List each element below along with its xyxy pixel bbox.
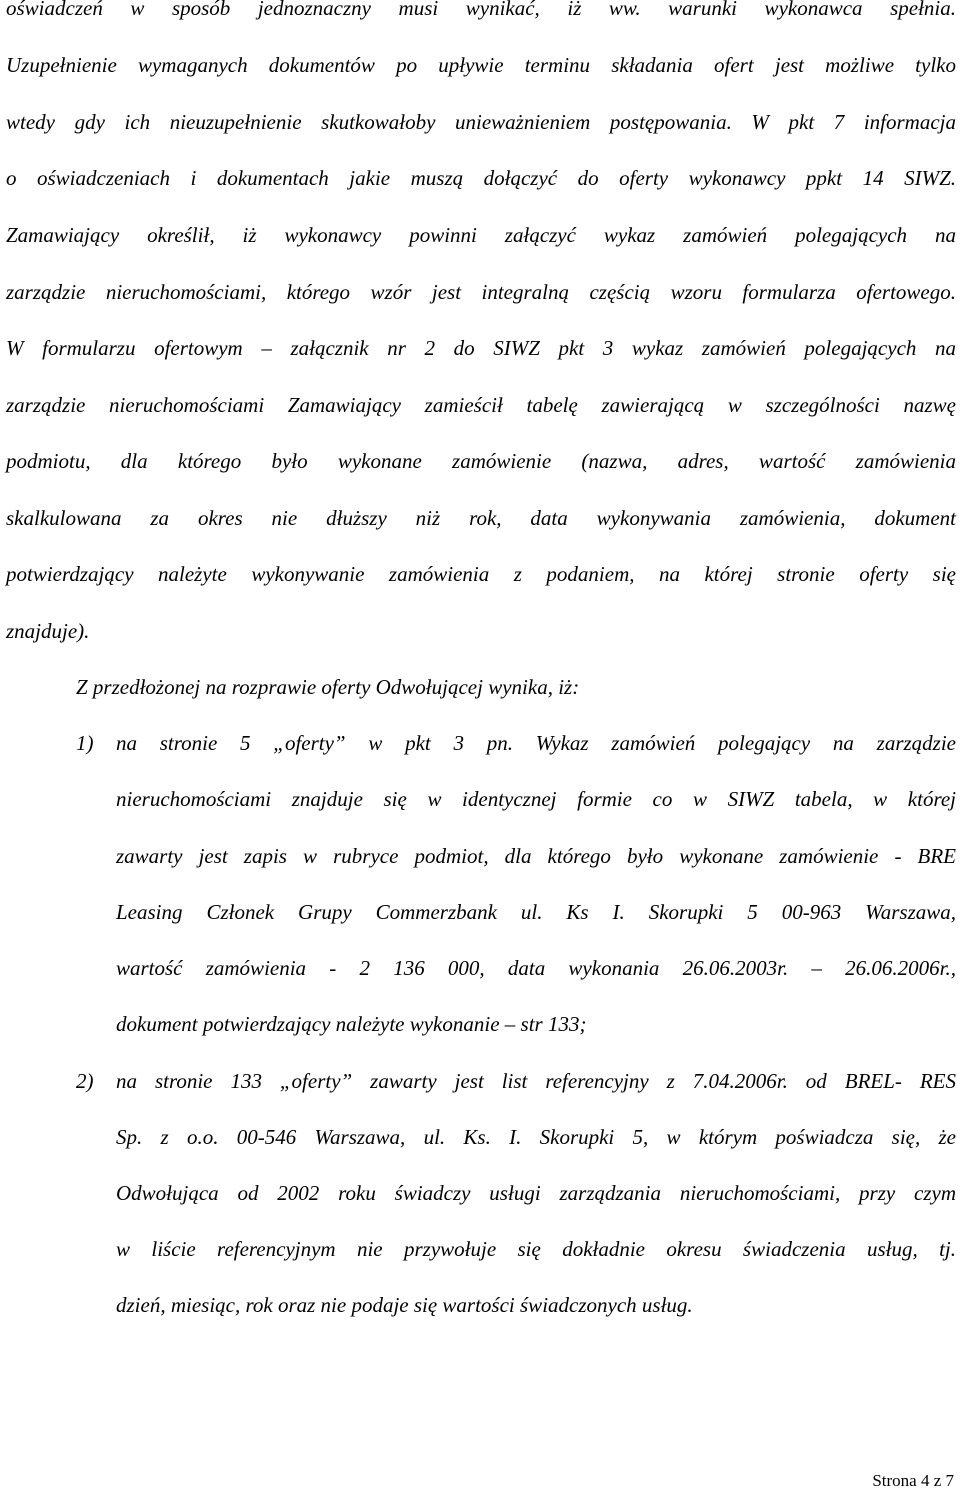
paragraph-line: znajduje). (6, 619, 90, 643)
list-item-line: na stronie 133 „oferty” zawarty jest list referencyjny z 7.04.2006r. od BREL- RES (116, 1069, 956, 1093)
paragraph-line: o oświadczeniach i dokumentach jakie muszą dołączyć do oferty wykonawcy ppkt 14 SIWZ. (6, 166, 956, 190)
paragraph-line: zarządzie nieruchomościami Zamawiający zamieścił tabelę zawierającą w szczególności nazwę (6, 393, 956, 417)
paragraph-line: oświadczeń w sposób jednoznaczny musi wynikać, iż ww. warunki wykonawca spełnia. (6, 0, 956, 20)
paragraph-line: W formularzu ofertowym – załącznik nr 2 do SIWZ pkt 3 wykaz zamówień polegających na (6, 336, 956, 360)
list-item-line: dzień, miesiąc, rok oraz nie podaje się wartości świadczonych usług. (116, 1293, 693, 1317)
list-item-line: Leasing Członek Grupy Commerzbank ul. Ks I. Skorupki 5 00-963 Warszawa, (116, 900, 956, 924)
paragraph-line: zarządzie nieruchomościami, którego wzór jest integralną częścią wzoru formularza ofertowego. (6, 280, 956, 304)
list-item-number: 1) (76, 731, 94, 755)
paragraph-line: Zamawiający określił, iż wykonawcy powinni załączyć wykaz zamówień polegających na (6, 223, 956, 247)
paragraph-line: Uzupełnienie wymaganych dokumentów po upływie terminu składania ofert jest możliwe tylko (6, 53, 956, 77)
list-item-line: w liście referencyjnym nie przywołuje się dokładnie okresu świadczenia usług, tj. (116, 1237, 956, 1261)
paragraph-line: potwierdzający należyte wykonywanie zamówienia z podaniem, na której stronie oferty się (6, 562, 956, 586)
list-item-line: nieruchomościami znajduje się w identycznej formie co w SIWZ tabela, w której (116, 787, 956, 811)
list-item-number: 2) (76, 1069, 94, 1093)
page-number: Strona 4 z 7 (872, 1471, 954, 1490)
paragraph-line: wtedy gdy ich nieuzupełnienie skutkowałoby unieważnieniem postępowania. W pkt 7 informacja (6, 110, 956, 134)
list-item-line: Odwołująca od 2002 roku świadczy usługi zarządzania nieruchomościami, przy czym (116, 1181, 956, 1205)
list-item-line: Sp. z o.o. 00-546 Warszawa, ul. Ks. I. Skorupki 5, w którym poświadcza się, że (116, 1125, 956, 1149)
paragraph-line: podmiotu, dla którego było wykonane zamówienie (nazwa, adres, wartość zamówienia (6, 449, 956, 473)
list-item-line: na stronie 5 „oferty” w pkt 3 pn. Wykaz zamówień polegający na zarządzie (116, 731, 956, 755)
paragraph-line: skalkulowana za okres nie dłuższy niż rok, data wykonywania zamówienia, dokument (6, 506, 956, 530)
list-item-line: wartość zamówienia - 2 136 000, data wykonania 26.06.2003r. – 26.06.2006r., (116, 956, 956, 980)
list-intro: Z przedłożonej na rozprawie oferty Odwołującej wynika, iż: (76, 675, 580, 699)
list-item-line: zawarty jest zapis w rubryce podmiot, dla którego było wykonane zamówienie - BRE (116, 844, 956, 868)
list-item-line: dokument potwierdzający należyte wykonanie – str 133; (116, 1012, 587, 1036)
